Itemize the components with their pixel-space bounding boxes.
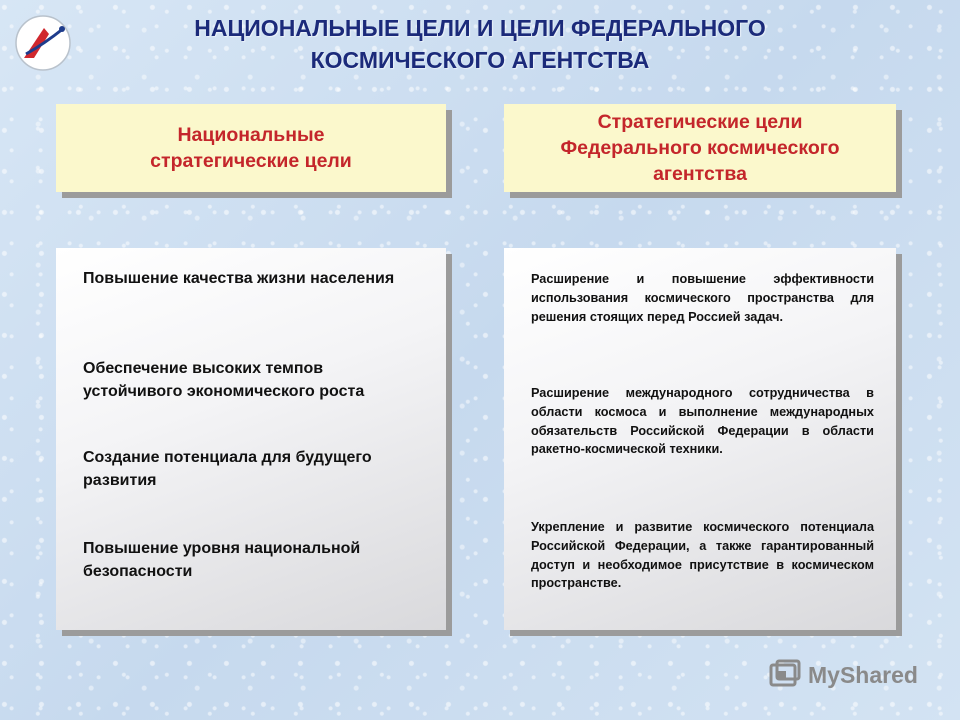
watermark-text: MyShared — [808, 661, 918, 688]
list-item: Повышение качества жизни населения — [83, 270, 395, 287]
agency-goals-header-text: Стратегические цели Федерального космического агентства — [560, 111, 840, 185]
agency-goals-header — [504, 104, 896, 192]
roscosmos-logo-icon — [14, 14, 72, 72]
page-title — [100, 12, 860, 76]
national-goals-header — [56, 104, 446, 192]
list-item: Расширение международного сотрудничества в области космоса и выполнение международных обязательств Российской Федерации в области ракетно-космической техники. — [531, 386, 874, 457]
national-goals-header-text: Национальные стратегические цели — [150, 124, 352, 172]
list-item: Создание потенциала для будущего развития — [83, 449, 372, 489]
myshared-watermark — [768, 658, 918, 692]
list-item: Расширение и повышение эффективности использования космического пространства для решения стоящих перед Россией задач. — [531, 272, 874, 324]
list-item: Повышение уровня национальной безопасности — [83, 540, 361, 580]
list-item: Обеспечение высоких темпов устойчивого экономического роста — [83, 360, 365, 400]
mysharedlogo-icon — [768, 659, 802, 691]
title-line-1: НАЦИОНАЛЬНЫЕ ЦЕЛИ И ЦЕЛИ ФЕДЕРАЛЬНОГО — [194, 15, 766, 41]
title-line-2: КОСМИЧЕСКОГО АГЕНТСТВА — [310, 47, 650, 73]
list-item: Укрепление и развитие космического потенциала Российской Федерации, а также гарантированный доступ и необходимое присутствие в космическом пространстве. — [531, 520, 874, 591]
national-goals-list — [56, 248, 446, 630]
agency-goals-list — [504, 248, 896, 630]
